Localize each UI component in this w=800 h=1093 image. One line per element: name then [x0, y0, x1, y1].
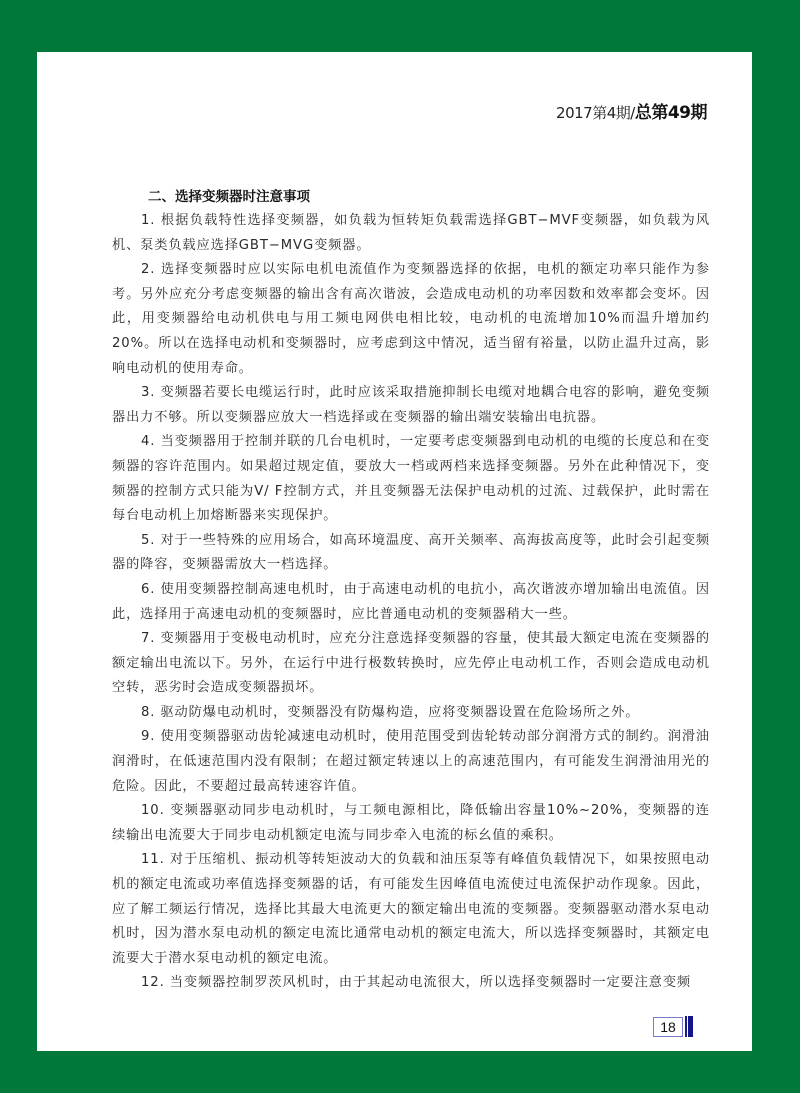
paragraph-9: 9. 使用变频器驱动齿轮减速电动机时，使用范围受到齿轮转动部分润滑方式的制约。润滑油润滑时，在低速范围内没有限制；在超过额定转速以上的高速范围内，有可能发生润滑油用光的危险。因此，不要超过最高转速容许值。: [112, 729, 710, 794]
article-body: [112, 185, 710, 996]
issue-total-label: 总第49期: [634, 103, 707, 123]
page-number-bar-decoration: [685, 1016, 693, 1037]
bar-thick: [688, 1016, 693, 1037]
document-page: [37, 52, 752, 1051]
paragraph-4: 4. 当变频器用于控制并联的几台电机时，一定要考虑变频器到电动机的电缆的长度总和在变频器的容许范围内。如果超过规定值，要放大一档或两档来选择变频器。另外在此种情况下，变频器的控制方式只能为V/ F控制方式，并且变频器无法保护电动机的过流、过载保护，此时需在每台电动机上加熔断器来实现保护。: [112, 434, 710, 524]
issue-label: 2017第4期/: [556, 104, 635, 122]
paragraph-10: 10. 变频器驱动同步电动机时，与工频电源相比，降低输出容量10%~20%，变频器的连续输出电流要大于同步电动机额定电流与同步牵入电流的标幺值的乘积。: [112, 803, 710, 843]
issue-header: [556, 98, 707, 123]
page-number-badge: [653, 1016, 693, 1037]
paragraph-1: 1. 根据负载特性选择变频器，如负载为恒转矩负载需选择GBT−MVF变频器，如负载为风机、泵类负载应选择GBT−MVG变频器。: [112, 213, 710, 253]
paragraph-7: 7. 变频器用于变极电动机时，应充分注意选择变频器的容量，使其最大额定电流在变频器的额定输出电流以下。另外，在运行中进行极数转换时，应先停止电动机工作，否则会造成电动机空转，恶劣时会造成变频器损坏。: [112, 631, 710, 696]
paragraph-5: 5. 对于一些特殊的应用场合，如高环境温度、高开关频率、高海拔高度等，此时会引起变频器的降容，变频器需放大一档选择。: [112, 532, 710, 573]
paragraph-11: 11. 对于压缩机、振动机等转矩波动大的负载和油压泵等有峰值负载情况下，如果按照电动机的额定电流或功率值选择变频器的话，有可能发生因峰值电流使过电流保护动作现象。因此，应了解工频运行情况，选择比其最大电流更大的额定输出电流的变频器。变频器驱动潜水泵电动机时，因为潜水泵电动机的额定电流比通常电动机的额定电流大，所以选择变频器时，其额定电流要大于潜水泵电动机的额定电流。: [112, 852, 710, 966]
paragraph-12: 12. 当变频器控制罗茨风机时，由于其起动电流很大，所以选择变频器时一定要注意变频: [141, 975, 691, 991]
paragraph-6: 6. 使用变频器控制高速电机时，由于高速电动机的电抗小，高次谐波亦增加输出电流值。因此，选择用于高速电动机的变频器时，应比普通电动机的变频器稍大一些。: [112, 581, 710, 622]
paragraph-2: 2. 选择变频器时应以实际电机电流值作为变频器选择的依据，电机的额定功率只能作为参考。另外应充分考虑变频器的输出含有高次谐波，会造成电动机的功率因数和效率都会变坏。因此，用变频器给电动机供电与用工频电网供电相比较，电动机的电流增加10%而温升增加约20%。所以在选择电动机和变频器时，应考虑到这中情况，适当留有裕量，以防止温升过高，影响电动机的使用寿命。: [112, 262, 710, 376]
bar-thin: [685, 1016, 687, 1037]
paragraph-8: 8. 驱动防爆电动机时，变频器没有防爆构造，应将变频器设置在危险场所之外。: [141, 704, 640, 720]
section-heading: 二、选择变频器时注意事项: [148, 189, 310, 205]
paragraph-3: 3. 变频器若要长电缆运行时，此时应该采取措施抑制长电缆对地耦合电容的影响，避免变频器出力不够。所以变频器应放大一档选择或在变频器的输出端安装输出电抗器。: [112, 385, 710, 425]
page-number: 18: [653, 1017, 683, 1037]
